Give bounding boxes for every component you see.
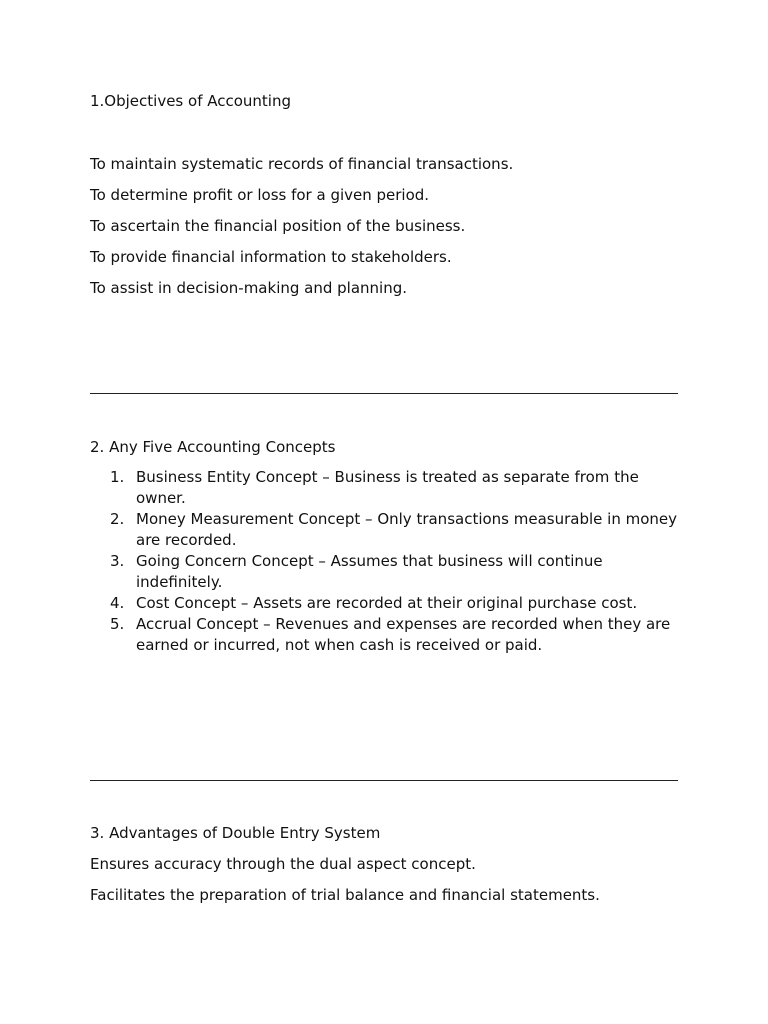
list-item <box>90 614 678 656</box>
list-item <box>90 509 678 551</box>
list-number: 1. <box>110 468 125 486</box>
advantage-item: Facilitates the preparation of trial balance and financial statements. <box>90 886 600 904</box>
list-item <box>90 551 678 593</box>
objective-item: To ascertain the financial position of the business. <box>90 217 466 235</box>
objective-item: To maintain systematic records of financial transactions. <box>90 155 514 173</box>
section1-heading: 1.Objectives of Accounting <box>90 92 292 110</box>
advantage-item: Ensures accuracy through the dual aspect concept. <box>90 855 476 873</box>
concept-text: Cost Concept – Assets are recorded at their original purchase cost. <box>136 594 638 612</box>
objective-item: To determine profit or loss for a given period. <box>90 186 430 204</box>
objective-item: To provide financial information to stakeholders. <box>90 248 452 266</box>
section2-heading: 2. Any Five Accounting Concepts <box>90 438 336 456</box>
list-number: 4. <box>110 594 125 612</box>
section3-heading: 3. Advantages of Double Entry System <box>90 824 381 842</box>
concept-text: Going Concern Concept – Assumes that business will continue indefinitely. <box>136 552 603 591</box>
list-item <box>90 593 678 614</box>
concept-text: Accrual Concept – Revenues and expenses are recorded when they are earned or incurred, not when cash is received or paid. <box>136 615 671 654</box>
concept-text: Money Measurement Concept – Only transactions measurable in money are recorded. <box>136 510 678 549</box>
section-divider <box>90 393 678 394</box>
section-divider <box>90 780 678 781</box>
concepts-list <box>90 467 678 656</box>
list-number: 5. <box>110 615 125 633</box>
list-number: 3. <box>110 552 125 570</box>
concept-text: Business Entity Concept – Business is treated as separate from the owner. <box>136 468 639 507</box>
list-number: 2. <box>110 510 125 528</box>
objective-item: To assist in decision-making and planning. <box>90 279 407 297</box>
list-item <box>90 467 678 509</box>
